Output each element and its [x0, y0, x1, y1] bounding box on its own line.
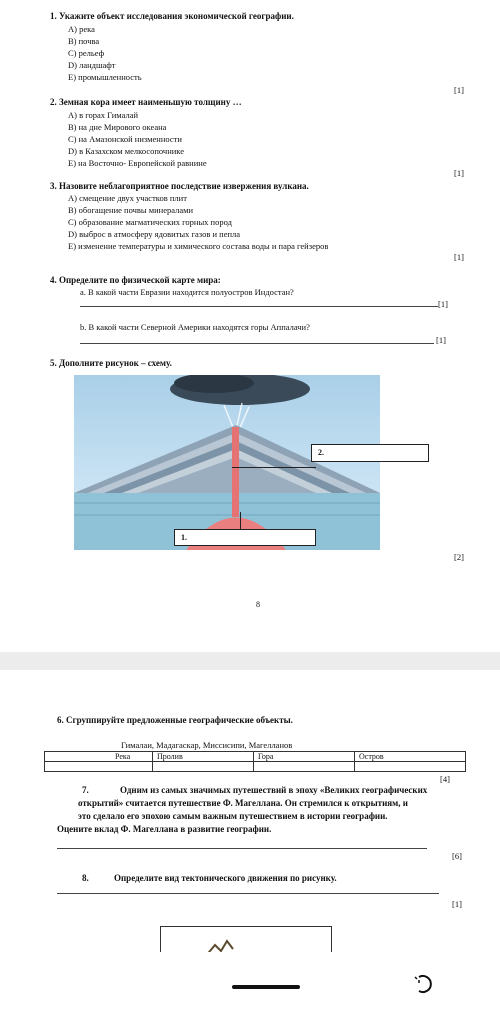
home-indicator[interactable] [232, 985, 300, 989]
question-3-title: 3. Назовите неблагоприятное последствие извержения вулкана. [50, 181, 309, 191]
volcano-vent [232, 427, 239, 517]
volcano-diagram [74, 375, 380, 550]
pointer-line-2 [232, 467, 316, 468]
q4a-mark: [1] [438, 299, 448, 309]
q1-option-a: A) река [68, 24, 95, 34]
q8-title: Определите вид тектонического движения по рисунку. [114, 873, 337, 883]
q2-option-b: B) на дне Мирового океана [68, 122, 167, 132]
question-1-title: 1. Укажите объект исследования экономической географии. [50, 11, 294, 21]
q4-part-b: b. В какой части Северной Америки находятся горы Аппалачи? [80, 322, 310, 332]
q1-option-e: E) промышленность [68, 72, 142, 82]
answer-cell-mountain[interactable] [254, 762, 355, 772]
q7-line-3: это сделало его эпохою самым важным путешествием в истории географии. [78, 811, 388, 821]
q3-option-c: C) образование магматических горных пород [68, 217, 232, 227]
q7-line-1: Одним из самых значимых путешествий в эпоху «Великих географических [120, 785, 428, 795]
q8-answer-line[interactable] [57, 893, 439, 894]
q8-mark: [1] [452, 899, 462, 909]
label-box-1[interactable] [174, 529, 316, 546]
q1-option-d: D) ландшафт [68, 60, 116, 70]
q1-mark: [1] [454, 85, 464, 95]
col-river: Река [45, 752, 153, 762]
q7-line-4: Оцените вклад Ф. Магеллана в развитие географии. [57, 824, 272, 834]
q3-option-d: D) выброс в атмосферу ядовитых газов и пепла [68, 229, 241, 239]
question-2-title: 2. Земная кора имеет наименьшую толщину … [50, 97, 242, 107]
label-1: 1. [181, 533, 187, 542]
question-4-title: 4. Определите по физической карте мира: [50, 275, 221, 285]
page-separator [0, 652, 500, 670]
col-island: Остров [355, 752, 466, 762]
q6-mark: [4] [440, 774, 450, 784]
rotate-icon[interactable] [413, 973, 435, 995]
col-mountain: Гора [254, 752, 355, 762]
q3-option-a: A) смещение двух участков плит [68, 193, 187, 203]
label-box-2[interactable] [311, 444, 429, 462]
question-5-title: 5. Дополните рисунок – схему. [50, 358, 172, 368]
q4-part-a: a. В какой части Евразии находится полуостров Индостан? [80, 287, 294, 297]
q7-mark: [6] [452, 851, 462, 861]
q3-mark: [1] [454, 252, 464, 262]
q7-number: 7. [82, 785, 89, 795]
grouping-table [44, 751, 466, 772]
label-2: 2. [318, 448, 324, 457]
q3-option-b: B) обогащение почвы минералами [68, 205, 194, 215]
q7-line-2: открытий» считается путешествие Ф. Магеллана. Он стремился к открытиям, и [78, 798, 408, 808]
answer-cell-island[interactable] [355, 762, 466, 772]
q5-mark: [2] [454, 552, 464, 562]
answer-cell-strait[interactable] [153, 762, 254, 772]
q2-option-e: E) на Восточно- Европейской равнине [68, 158, 207, 168]
q7-answer-line[interactable] [57, 848, 427, 849]
q2-option-d: D) в Казахском мелкосопочнике [68, 146, 184, 156]
q6-objects-list: Гималаи, Мадагаскар, Миссисипи, Магелланов [121, 740, 293, 750]
answer-cell-river[interactable] [45, 762, 153, 772]
q4b-mark: [1] [436, 335, 446, 345]
q3-option-e: E) изменение температуры и химического состава воды и пара гейзеров [68, 241, 329, 251]
q4b-answer-line[interactable] [80, 343, 434, 344]
q2-option-c: C) на Амазонской низменности [68, 134, 182, 144]
q1-option-c: C) рельеф [68, 48, 105, 58]
question-6-title: 6. Сгруппируйте предложенные географические объекты. [57, 715, 293, 725]
q8-number: 8. [82, 873, 89, 883]
q2-mark: [1] [454, 168, 464, 178]
q1-option-b: B) почва [68, 36, 100, 46]
col-strait: Пролив [153, 752, 254, 762]
q2-option-a: A) в горах Гималай [68, 110, 139, 120]
q4a-answer-line[interactable] [80, 306, 438, 307]
page-number: 8 [256, 600, 260, 609]
